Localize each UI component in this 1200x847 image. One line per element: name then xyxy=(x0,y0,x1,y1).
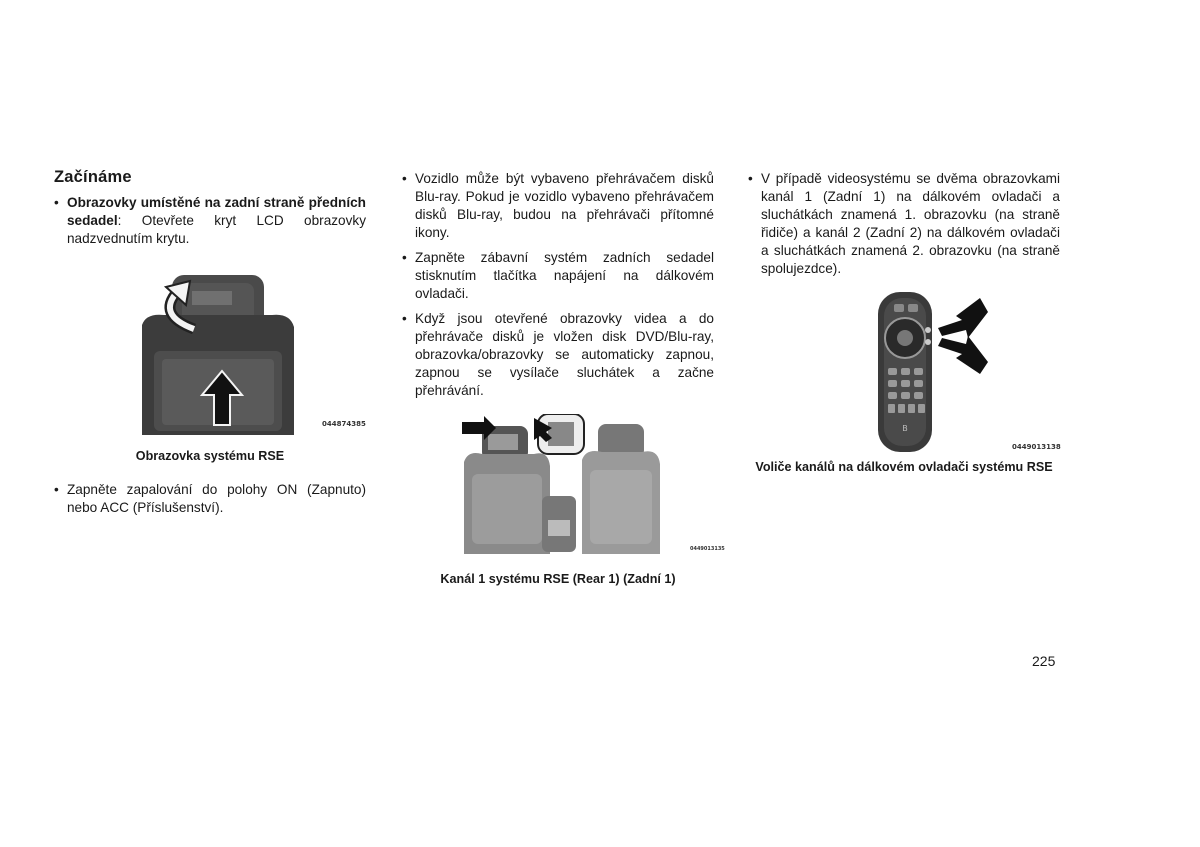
figure-remote-selectors xyxy=(748,288,1060,458)
figure-caption: Obrazovka systému RSE xyxy=(135,449,285,463)
figure-rse-channel xyxy=(402,414,725,562)
column-right xyxy=(748,170,1060,476)
bold-lead: Obrazovky umístěné na zadní straně předních sedadel xyxy=(67,195,366,228)
bullet-list xyxy=(54,481,366,517)
list-item xyxy=(54,194,366,248)
figure-code: 0449013135 xyxy=(690,546,725,552)
list-item: • V případě videosystému se dvěma obrazovkami kanál 1 (Zadní 1) na dálkovém ovladači a sluchátkách znamená 1. obrazovku (na straně řidiče) a kanál 2 (Zadní 2) na dálkovém ovladači a sluchátkách znamená 2. obrazovku (na straně spolujezdce). xyxy=(748,170,1060,278)
bullet-list xyxy=(402,170,714,400)
svg-text:B: B xyxy=(902,424,908,433)
list-item: • Zapněte zapalování do polohy ON (Zapnuto) nebo ACC (Příslušenství). xyxy=(54,481,366,517)
figure-caption: Voliče kanálů na dálkovém ovladači systému RSE xyxy=(755,460,1053,474)
column-middle xyxy=(402,170,725,588)
rear-seats-illustration xyxy=(402,414,714,562)
page-number: 225 xyxy=(1032,653,1056,669)
figure-code: 0449013138 xyxy=(1012,443,1061,451)
list-item: • Zapněte zábavní systém zadních sedadel stisknutím tlačítka napájení na dálkovém ovladači. xyxy=(402,249,714,303)
list-item: • Vozidlo může být vybaveno přehrávačem disků Blu-ray. Pokud je vozidlo vybaveno přehrávačem disků Blu-ray, budou na přehrávači přítomné ikony. xyxy=(402,170,714,242)
seat-back-illustration xyxy=(54,255,366,441)
figure-caption: Kanál 1 systému RSE (Rear 1) (Zadní 1) xyxy=(440,572,676,586)
text: : Otevřete kryt LCD obrazovky nadzvednutím krytu. xyxy=(67,213,366,246)
remote-control-illustration xyxy=(748,288,1060,458)
bullet-list xyxy=(748,170,1060,278)
list-item: • Když jsou otevřené obrazovky videa a do přehrávače disků je vložen disk DVD/Blu-ray, obrazovka/obrazovky se automaticky zapnou, zapnou se vysílače sluchátek a začne přehrávání. xyxy=(402,310,714,400)
bullet-list xyxy=(54,194,366,248)
figure-rse-screen xyxy=(54,255,366,441)
section-heading: Začínáme xyxy=(54,168,132,186)
column-left xyxy=(54,168,366,524)
figure-code: 044874385 xyxy=(322,420,366,428)
